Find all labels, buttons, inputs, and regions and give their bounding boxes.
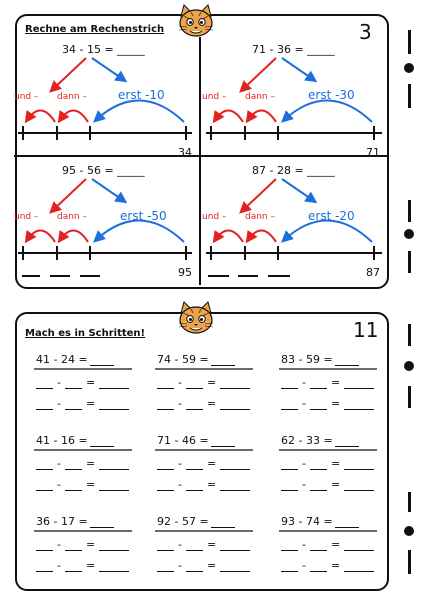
- step-row: - =: [157, 478, 250, 491]
- step-row: - =: [281, 538, 374, 551]
- panel-equation: 71 - 36 = _____: [252, 43, 335, 56]
- step-blank[interactable]: [344, 377, 374, 389]
- step-blank[interactable]: [65, 560, 82, 572]
- step-blank[interactable]: [157, 377, 174, 389]
- binder-line: [408, 30, 411, 54]
- und-label: und –: [14, 92, 39, 102]
- step-row: - =: [36, 559, 129, 572]
- step-row: - =: [36, 457, 129, 470]
- endpoint-number: 34: [178, 146, 192, 159]
- endpoint-number: 87: [366, 266, 380, 279]
- step-row: - =: [281, 457, 374, 470]
- step-row: - =: [36, 538, 129, 551]
- erst-label: erst -50: [120, 209, 167, 223]
- step-blank[interactable]: [36, 398, 53, 410]
- step-blank[interactable]: [220, 458, 250, 470]
- step-blank[interactable]: [344, 539, 374, 551]
- step-blank[interactable]: [157, 560, 174, 572]
- step-blank[interactable]: [186, 539, 203, 551]
- step-row: - =: [157, 376, 250, 389]
- panel-equation: 87 - 28 = _____: [252, 164, 335, 177]
- step-blank[interactable]: [36, 539, 53, 551]
- step-blank[interactable]: [186, 377, 203, 389]
- step-blank[interactable]: [36, 458, 53, 470]
- step-blank[interactable]: [281, 539, 298, 551]
- step-blank[interactable]: [157, 479, 174, 491]
- step-row: - =: [36, 478, 129, 491]
- binder-hole: [404, 229, 414, 239]
- dann-label: dann –: [57, 92, 87, 102]
- binder-line: [408, 251, 411, 273]
- card-number: 3: [359, 20, 372, 44]
- binder-line: [408, 386, 411, 408]
- step-row: - =: [36, 376, 129, 389]
- step-blank[interactable]: [99, 377, 129, 389]
- erst-label: erst -10: [118, 88, 165, 102]
- step-row: - =: [281, 397, 374, 410]
- dann-label: dann –: [245, 92, 275, 102]
- step-blank[interactable]: [186, 560, 203, 572]
- step-blank[interactable]: [220, 539, 250, 551]
- binder-line: [408, 550, 411, 574]
- task-equation: 36 - 17 =: [36, 515, 114, 528]
- erst-label: erst -30: [308, 88, 355, 102]
- binder-line: [408, 200, 411, 222]
- dann-label: dann –: [245, 212, 275, 222]
- step-blank[interactable]: [65, 458, 82, 470]
- step-blank[interactable]: [36, 377, 53, 389]
- step-blank[interactable]: [310, 398, 327, 410]
- erst-label: erst -20: [308, 209, 355, 223]
- step-blank[interactable]: [65, 539, 82, 551]
- binder-hole: [404, 63, 414, 73]
- card-title: Mach es in Schritten!: [25, 328, 146, 339]
- step-row: - =: [281, 478, 374, 491]
- step-blank[interactable]: [220, 560, 250, 572]
- endpoint-number: 95: [178, 266, 192, 279]
- step-blank[interactable]: [281, 398, 298, 410]
- und-label: und –: [202, 92, 227, 102]
- panel-equation: 95 - 56 = _____: [62, 164, 145, 177]
- step-blank[interactable]: [220, 479, 250, 491]
- step-blank[interactable]: [99, 398, 129, 410]
- binder-line: [408, 324, 411, 346]
- step-row: - =: [157, 538, 250, 551]
- step-blank[interactable]: [310, 539, 327, 551]
- step-blank[interactable]: [36, 479, 53, 491]
- step-blank[interactable]: [281, 479, 298, 491]
- step-blank[interactable]: [65, 479, 82, 491]
- step-blank[interactable]: [220, 398, 250, 410]
- panel-equation: 34 - 15 = _____: [62, 43, 145, 56]
- task-equation: 71 - 46 =: [157, 434, 235, 447]
- step-blank[interactable]: [157, 398, 174, 410]
- step-row: - =: [281, 559, 374, 572]
- step-blank[interactable]: [157, 458, 174, 470]
- step-blank[interactable]: [281, 377, 298, 389]
- step-row: - =: [157, 397, 250, 410]
- step-blank[interactable]: [310, 560, 327, 572]
- step-blank[interactable]: [220, 377, 250, 389]
- step-blank[interactable]: [65, 398, 82, 410]
- task-equation: 41 - 24 =: [36, 353, 114, 366]
- step-blank[interactable]: [36, 560, 53, 572]
- step-row: - =: [157, 559, 250, 572]
- task-equation: 92 - 57 =: [157, 515, 235, 528]
- binder-hole: [404, 526, 414, 536]
- step-blank[interactable]: [157, 539, 174, 551]
- step-row: - =: [36, 397, 129, 410]
- binder-hole: [404, 361, 414, 371]
- binder-line: [408, 84, 411, 108]
- step-blank[interactable]: [281, 458, 298, 470]
- step-blank[interactable]: [99, 479, 129, 491]
- step-blank[interactable]: [344, 560, 374, 572]
- task-equation: 41 - 16 =: [36, 434, 114, 447]
- step-blank[interactable]: [344, 479, 374, 491]
- step-blank[interactable]: [344, 398, 374, 410]
- step-blank[interactable]: [186, 479, 203, 491]
- step-blank[interactable]: [310, 377, 327, 389]
- step-blank[interactable]: [99, 560, 129, 572]
- und-label: und –: [14, 212, 39, 222]
- task-equation: 74 - 59 =: [157, 353, 235, 366]
- step-blank[interactable]: [99, 458, 129, 470]
- step-blank[interactable]: [310, 479, 327, 491]
- task-equation: 62 - 33 =: [281, 434, 359, 447]
- dann-label: dann –: [57, 212, 87, 222]
- task-equation: 83 - 59 =: [281, 353, 359, 366]
- endpoint-number: 71: [366, 146, 380, 159]
- step-blank[interactable]: [186, 458, 203, 470]
- card-number: 11: [353, 318, 379, 342]
- binder-line: [408, 492, 411, 512]
- step-blank[interactable]: [99, 539, 129, 551]
- task-equation: 93 - 74 =: [281, 515, 359, 528]
- step-blank[interactable]: [344, 458, 374, 470]
- step-blank[interactable]: [281, 560, 298, 572]
- card-title: Rechne am Rechenstrich: [25, 24, 165, 35]
- und-label: und –: [202, 212, 227, 222]
- step-row: - =: [157, 457, 250, 470]
- step-row: - =: [281, 376, 374, 389]
- step-blank[interactable]: [186, 398, 203, 410]
- step-blank[interactable]: [65, 377, 82, 389]
- step-blank[interactable]: [310, 458, 327, 470]
